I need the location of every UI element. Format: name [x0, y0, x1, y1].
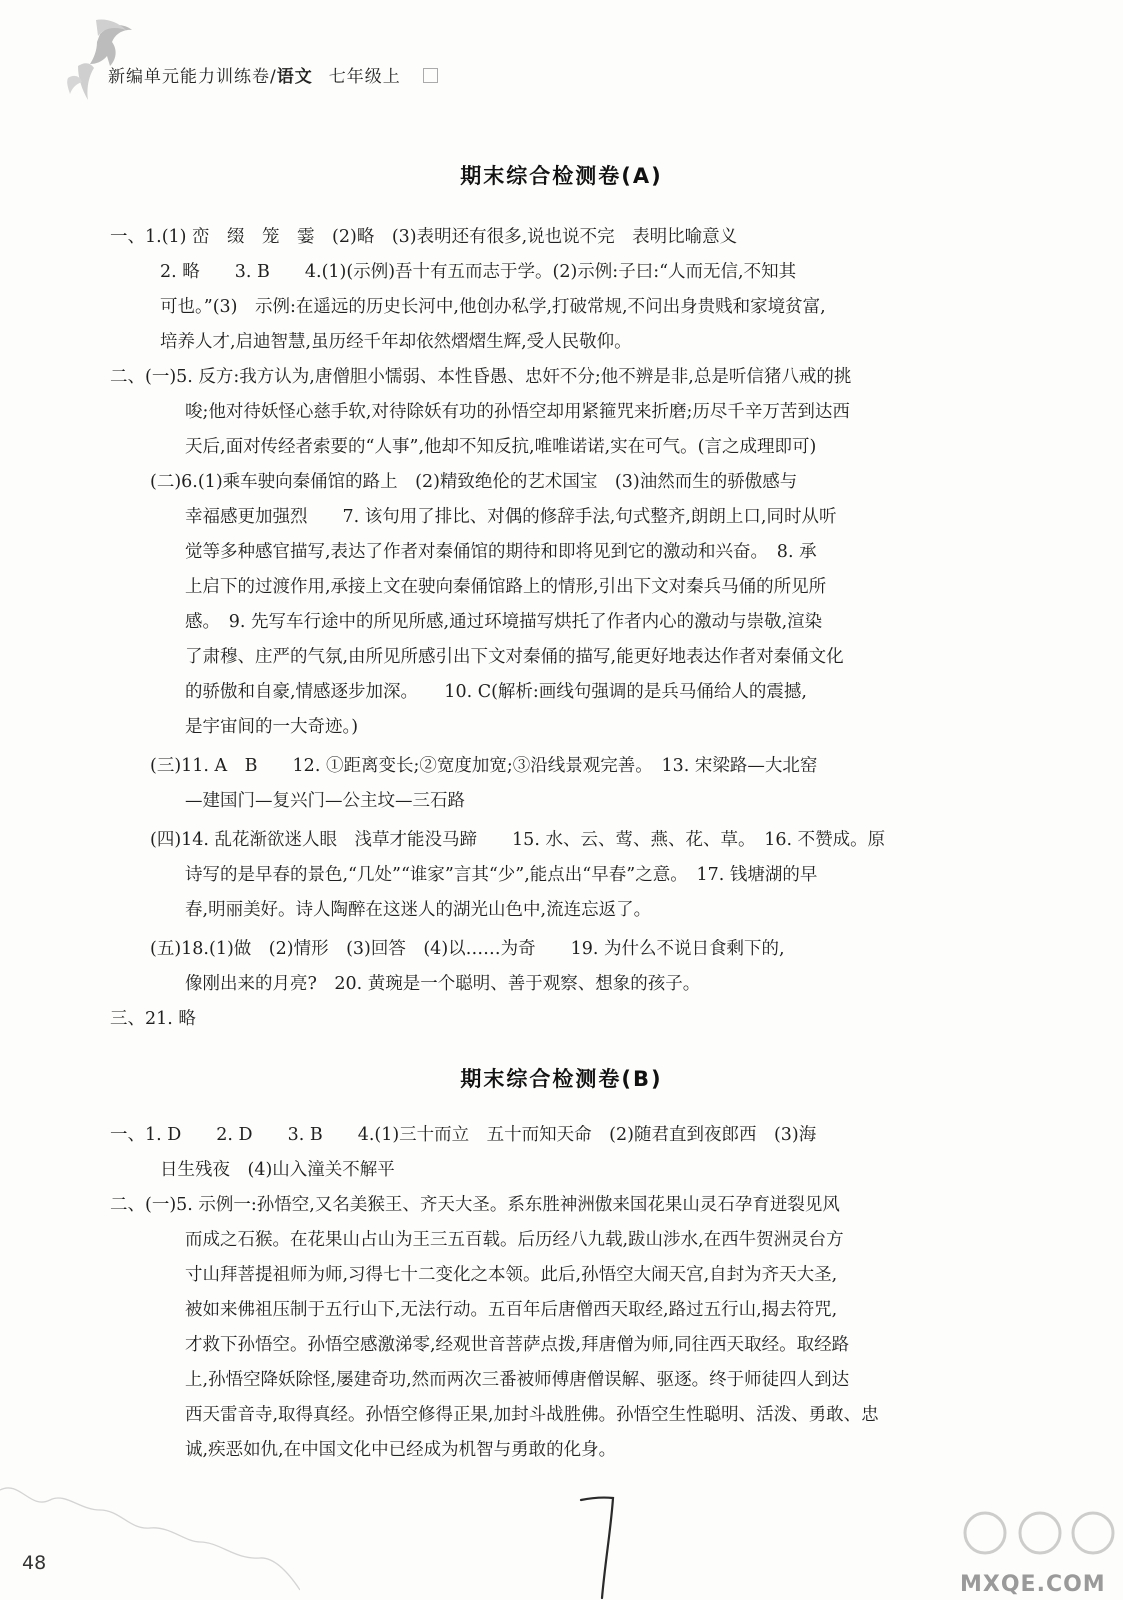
answer-line: (四)14. 乱花渐欲迷人眼 浅草才能没马蹄 15. 水、云、莺、燕、花、草。 16. 不赞成。原	[150, 830, 886, 850]
answer-line: 才救下孙悟空。孙悟空感激涕零,经观世音菩萨点拨,拜唐僧为师,同往西天取经。取经路	[185, 1335, 850, 1355]
answer-line: (三)11. A B 12. ①距离变长;②宽度加宽;③沿线景观完善。 13. 宋梁路—大北窑	[150, 756, 818, 776]
checkbox-glyph	[423, 68, 438, 83]
answer-line: 诗写的是早春的景色,“几处”“谁家”言其“少”,能点出“早春”之意。 17. 钱塘湖的早	[185, 865, 818, 885]
answer-line: 寸山拜菩提祖师为师,习得七十二变化之本领。此后,孙悟空大闹天宫,自封为齐天大圣,	[185, 1265, 838, 1285]
answer-line: 上,孙悟空降妖除怪,屡建奇功,然而两次三番被师傅唐僧误解、驱逐。终于师徒四人到达	[185, 1370, 850, 1390]
answer-line: 三、21. 略	[110, 1009, 196, 1029]
answer-line: 诚,疾恶如仇,在中国文化中已经成为机智与勇敢的化身。	[185, 1440, 617, 1460]
answer-line: 二、(一)5. 示例一:孙悟空,又名美猴王、齐天大圣。系东胜神洲傲来国花果山灵石孕育迸裂见风	[110, 1195, 840, 1215]
answer-line: 觉等多种感官描写,表达了作者对秦俑馆的期待和即将见到它的激动和兴奋。 8. 承	[185, 542, 817, 562]
header-book-title: 新编单元能力训练卷/	[108, 67, 277, 87]
section-b-title: 期末综合检测卷(B)	[460, 1067, 663, 1091]
cloud-decoration	[0, 1450, 300, 1600]
header-grade: 七年级上	[328, 67, 401, 87]
answer-line: (二)6.(1)乘车驶向秦俑馆的路上 (2)精致绝伦的艺术国宝 (3)油然而生的骄傲感与	[150, 472, 798, 492]
handwritten-mark	[575, 1488, 625, 1600]
answer-line: 而成之石猴。在花果山占山为王三五百载。后历经八九载,跋山涉水,在西牛贺洲灵台方	[185, 1230, 844, 1250]
answer-line: 像刚出来的月亮? 20. 黄琬是一个聪明、善于观察、想象的孩子。	[185, 974, 701, 994]
watermark-text: MXQE.COM	[960, 1572, 1106, 1597]
answer-line: 一、1. D 2. D 3. B 4.(1)三十而立 五十而知天命 (2)随君直到夜郎西 (3)海	[110, 1125, 817, 1145]
answer-line: 西天雷音寺,取得真经。孙悟空修得正果,加封斗战胜佛。孙悟空生性聪明、活泼、勇敢、忠	[185, 1405, 879, 1425]
answer-line: 了肃穆、庄严的气氛,由所见所感引出下文对秦俑的描写,能更好地表达作者对秦俑文化	[185, 647, 844, 667]
answer-line: 唆;他对待妖怪心慈手软,对待除妖有功的孙悟空却用紧箍咒来折磨;历尽千辛万苦到达西	[185, 402, 850, 422]
header-subject: 语文	[276, 67, 313, 87]
answer-line: —建国门—复兴门—公主坟—三石路	[185, 791, 465, 811]
answer-line: 是宇宙间的一大奇迹。)	[185, 717, 359, 737]
answer-line: 感。 9. 先写车行途中的所见所感,通过环境描写烘托了作者内心的激动与崇敬,渲染	[185, 612, 823, 632]
answer-line: 春,明丽美好。诗人陶醉在这迷人的湖光山色中,流连忘返了。	[185, 900, 652, 920]
answer-line: 二、(一)5. 反方:我方认为,唐僧胆小懦弱、本性昏愚、忠奸不分;他不辨是非,总是听信猪八戒的挑	[110, 367, 852, 387]
answer-line: 可也。”(3) 示例:在遥远的历史长河中,他创办私学,打破常规,不问出身贵贱和家境贫富,	[160, 297, 826, 317]
page-number: 48	[22, 1552, 47, 1574]
answer-line: 一、1.(1) 峦 缀 笼 霎 (2)略 (3)表明还有很多,说也说不完 表明比喻意义	[110, 227, 738, 247]
answer-line: 幸福感更加强烈 7. 该句用了排比、对偶的修辞手法,句式整齐,朗朗上口,同时从听	[185, 507, 837, 527]
answer-line: 2. 略 3. B 4.(1)(示例)吾十有五而志于学。(2)示例:子曰:“人而无信,不知其	[160, 262, 797, 282]
answer-line: 的骄傲和自豪,情感逐步加深。 10. C(解析:画线句强调的是兵马俑给人的震撼,	[185, 682, 807, 702]
answer-line: 天后,面对传经者索要的“人事”,他却不知反抗,唯唯诺诺,实在可气。(言之成理即可)	[185, 437, 817, 457]
answer-line: (五)18.(1)做 (2)情形 (3)回答 (4)以……为奇 19. 为什么不说日食剩下的,	[150, 939, 785, 959]
answer-line: 上启下的过渡作用,承接上文在驶向秦俑馆路上的情形,引出下文对秦兵马俑的所见所	[185, 577, 827, 597]
answer-line: 被如来佛祖压制于五行山下,无法行动。五百年后唐僧西天取经,路过五行山,揭去符咒,	[185, 1300, 838, 1320]
answer-line: 日生残夜 (4)山入潼关不解平	[160, 1160, 395, 1180]
answer-line: 培养人才,启迪智慧,虽历经千年却依然熠熠生辉,受人民敬仰。	[160, 332, 632, 352]
section-a-title: 期末综合检测卷(A)	[460, 164, 663, 188]
book-header	[108, 62, 438, 87]
